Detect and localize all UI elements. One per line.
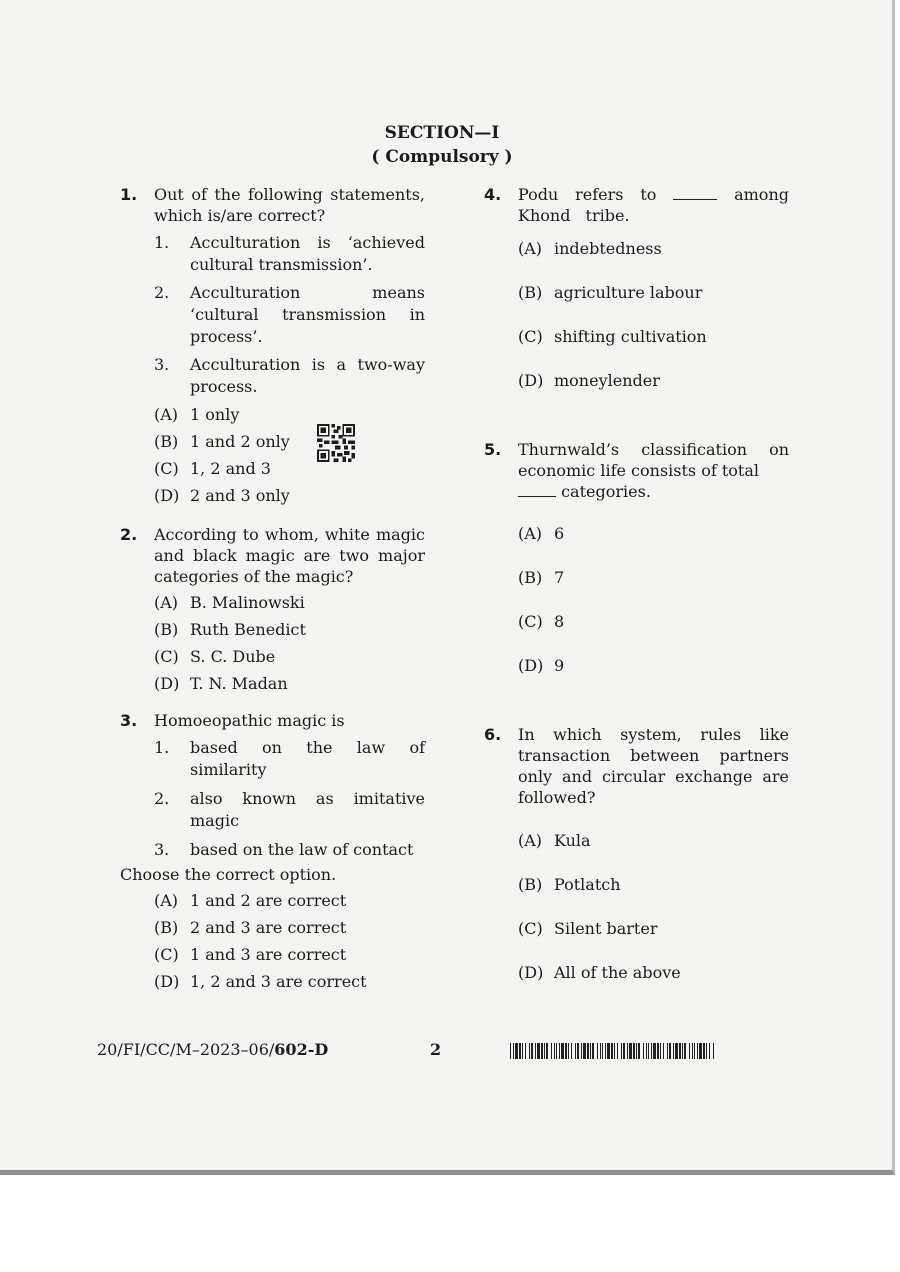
paper-code: 20/FI/CC/M–2023–06/602-D bbox=[97, 1040, 329, 1059]
option-a: (A) Kula bbox=[518, 831, 591, 850]
statement: 3. Acculturation is a two-way process. bbox=[154, 355, 425, 396]
question-stem: Podu refers to among Khond tribe. bbox=[518, 185, 789, 225]
option-b: (B) 2 and 3 are correct bbox=[154, 918, 347, 937]
option-d: (D) moneylender bbox=[518, 371, 660, 390]
option-a: (A) 1 and 2 are correct bbox=[154, 891, 347, 910]
section-subtitle: ( Compulsory ) bbox=[371, 147, 513, 167]
question-stem: Thurnwald’s classification on economic life consists of total categories. bbox=[518, 440, 789, 501]
question-4 bbox=[484, 184, 789, 392]
question-stem: In which system, rules like transaction between partners only and circular exchange are followed? bbox=[518, 725, 789, 807]
answer-blank bbox=[673, 185, 717, 200]
option-a: (A) 6 bbox=[518, 524, 565, 543]
statement: 2. also known as imitative magic bbox=[154, 789, 425, 830]
question-5 bbox=[484, 439, 789, 677]
option-b: (B) Ruth Benedict bbox=[154, 620, 306, 639]
option-c: (C) S. C. Dube bbox=[154, 647, 276, 666]
option-c: (C) 1 and 3 are correct bbox=[154, 945, 347, 964]
instruction: Choose the correct option. bbox=[120, 865, 337, 884]
statement: 2. Acculturation means ‘cultural transmission in process’. bbox=[154, 283, 425, 346]
option-c: (C) Silent barter bbox=[518, 919, 658, 938]
statement: 3. based on the law of contact bbox=[154, 840, 414, 859]
question-stem: Out of the following statements, which is/are correct? bbox=[154, 185, 425, 225]
qr-code-icon bbox=[317, 424, 355, 462]
option-a: (A) 1 only bbox=[154, 405, 240, 424]
statement: 1. based on the law of similarity bbox=[154, 738, 425, 779]
question-3 bbox=[120, 710, 425, 993]
question-6 bbox=[484, 724, 789, 984]
option-b: (B) agriculture labour bbox=[518, 283, 703, 302]
option-d: (D) 9 bbox=[518, 656, 565, 675]
option-d: (D) 1, 2 and 3 are correct bbox=[154, 972, 367, 991]
option-c: (C) shifting cultivation bbox=[518, 327, 707, 346]
question-number: 2. bbox=[120, 525, 138, 544]
question-2 bbox=[120, 524, 425, 695]
barcode-icon bbox=[510, 1043, 715, 1059]
option-a: (A) indebtedness bbox=[518, 239, 662, 258]
question-number: 6. bbox=[484, 725, 502, 744]
option-b: (B) 1 and 2 only bbox=[154, 432, 290, 451]
question-number: 5. bbox=[484, 440, 502, 459]
option-c: (C) 8 bbox=[518, 612, 565, 631]
page-number: 2 bbox=[430, 1040, 442, 1059]
option-d: (D) T. N. Madan bbox=[154, 674, 288, 693]
question-1 bbox=[120, 184, 425, 507]
option-c: (C) 1, 2 and 3 bbox=[154, 459, 271, 478]
option-b: (B) Potlatch bbox=[518, 875, 621, 894]
option-b: (B) 7 bbox=[518, 568, 565, 587]
option-d: (D) 2 and 3 only bbox=[154, 486, 290, 505]
right-column bbox=[484, 184, 789, 984]
question-stem: According to whom, white magic and black magic are two major categories of the magic? bbox=[154, 525, 425, 586]
question-number: 3. bbox=[120, 711, 138, 730]
answer-blank bbox=[518, 482, 556, 497]
question-stem: Homoeopathic magic is bbox=[154, 711, 345, 730]
statement: 1. Acculturation is ‘achieved cultural transmission’. bbox=[154, 233, 425, 274]
option-a: (A) B. Malinowski bbox=[154, 593, 305, 612]
option-d: (D) All of the above bbox=[518, 963, 681, 982]
question-number: 1. bbox=[120, 185, 138, 204]
section-title: SECTION—I bbox=[384, 123, 500, 143]
left-column bbox=[120, 184, 425, 993]
question-number: 4. bbox=[484, 185, 502, 204]
